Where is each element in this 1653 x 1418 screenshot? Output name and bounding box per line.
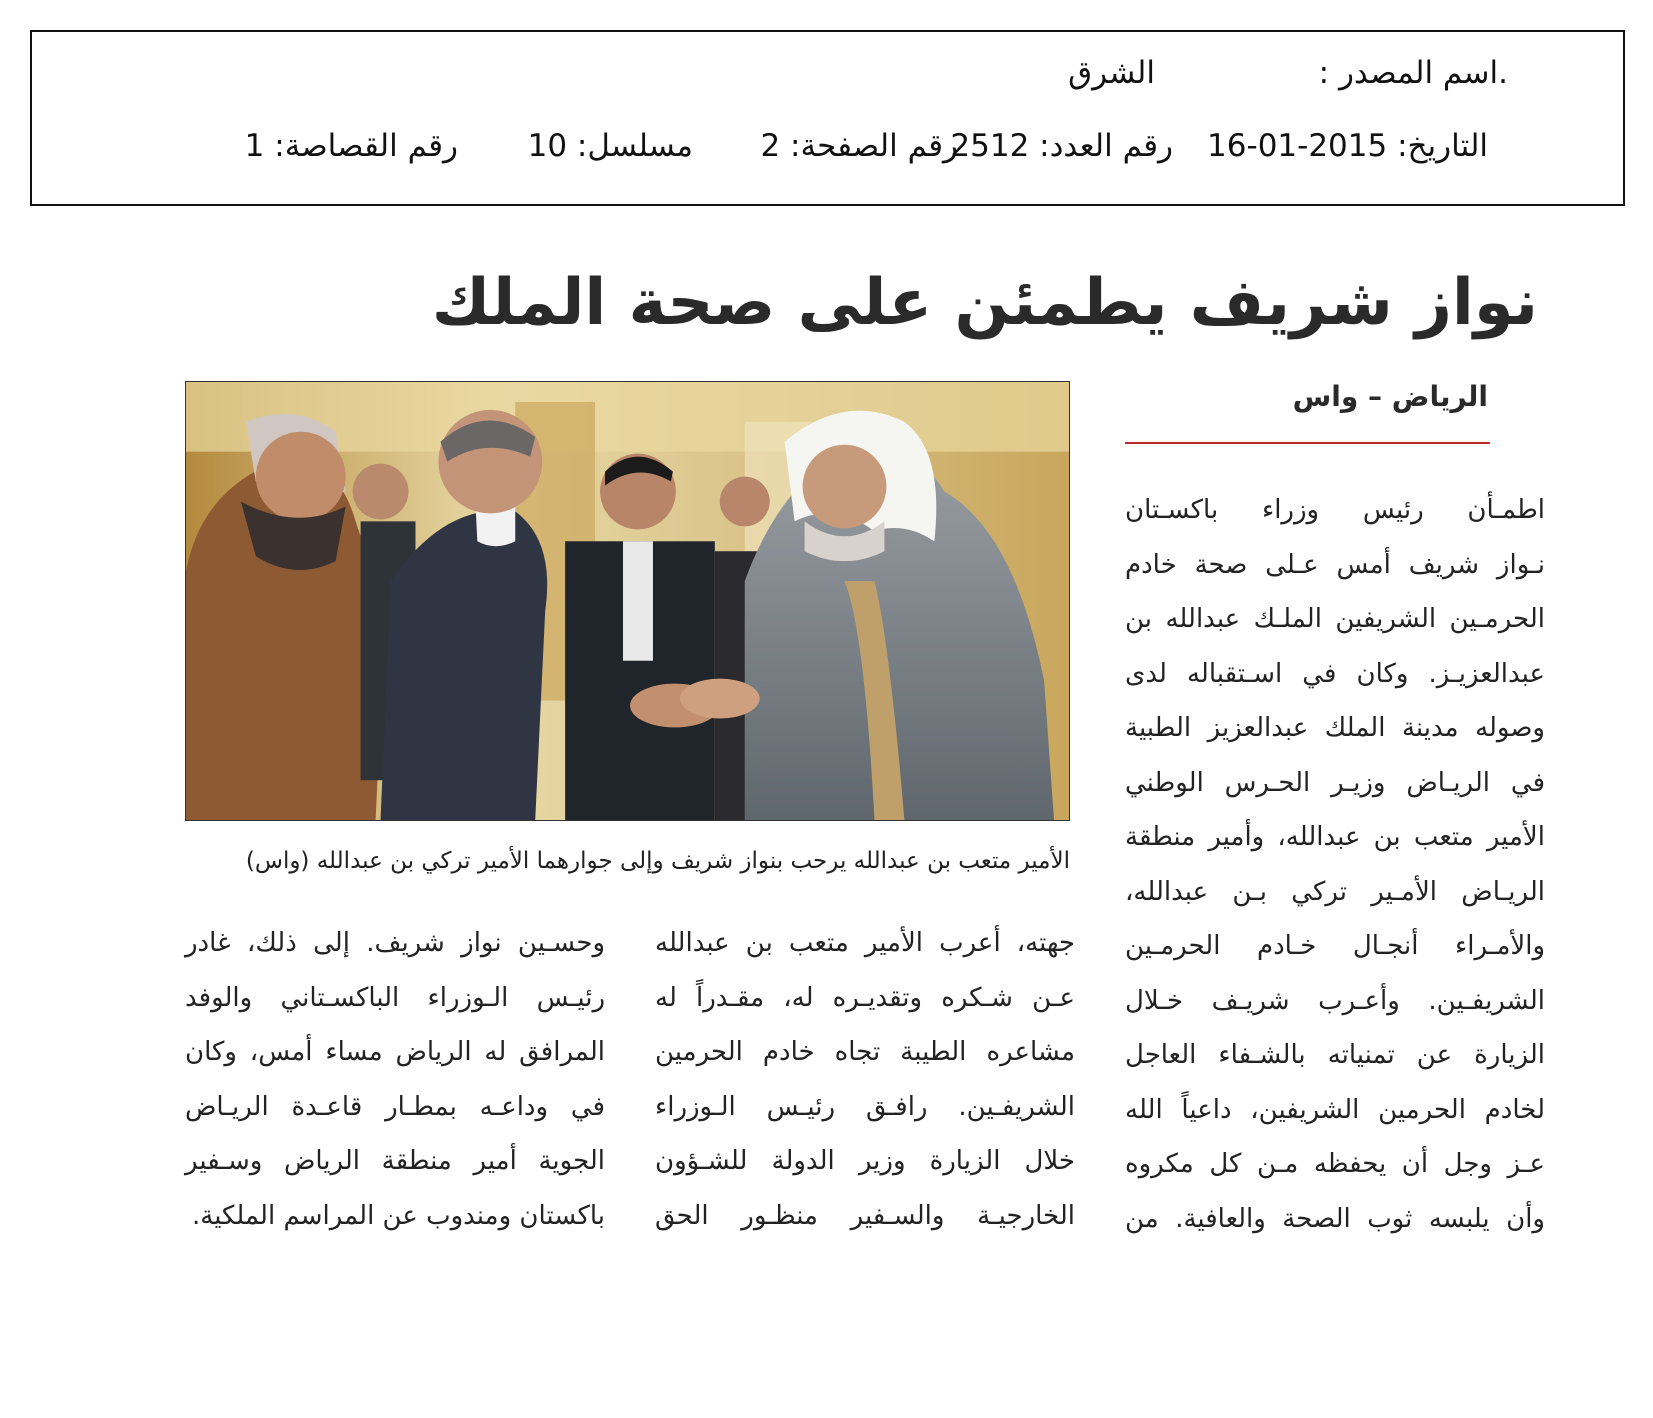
article-column-1 [1125,483,1545,1246]
article-photo [185,381,1070,821]
column-line: والأمـراء أنجـال خـادم الحرمـين [1125,931,1545,961]
column-line: وحسـين نواز شريف. إلى ذلك، غادر [185,928,605,958]
date-field: التاريخ: 2015-01-16 [1207,128,1488,164]
column-line: عبدالعزيـز. وكان في اسـتقباله لدى [1125,658,1545,689]
source-value: الشرق [1068,55,1155,91]
column-line: الشريفـين. رافـق رئيـس الـوزراء [655,1091,1075,1122]
issue-number-field: رقم العدد: 2512 [950,128,1173,164]
article-column-3 [185,916,605,1243]
column-line: لخادم الحرمين الشريفين، داعياً الله [1125,1094,1545,1125]
column-line: في وداعـه بمطـار قاعـدة الريـاض [185,1091,605,1122]
article-headline: نواز شريف يطمئن على صحة الملك [431,266,1538,340]
source-label: .اسم المصدر : [1318,55,1508,91]
article-column-2 [655,916,1075,1243]
column-line: الزيارة عن تمنياته بالشـفاء العاجل [1125,1040,1545,1070]
page-number-field: رقم الصفحة: 2 [760,128,958,164]
photo-caption: الأمير متعب بن عبدالله يرحب بنواز شريف وإلى جوارهما الأمير تركي بن عبدالله (واس) [245,848,1070,874]
column-line: الريـاض الأمـير تركي بـن عبدالله، [1125,876,1545,907]
dateline-rule [1125,442,1490,444]
column-line: جهته، أعرب الأمير متعب بن عبدالله [655,928,1075,958]
serial-field: مسلسل: 10 [527,128,693,164]
clip-number-field: رقم القصاصة: 1 [244,128,458,164]
column-line: باكستان ومندوب عن المراسم الملكية. [192,1200,605,1231]
column-line: عـن شـكره وتقديـره له، مقـدراً له [655,982,1075,1013]
column-line: الأمير متعب بن عبدالله، وأمير منطقة [1125,822,1545,852]
column-line: عـز وجل أن يحفظه مـن كل مكروه [1125,1149,1545,1179]
column-line: الجوية أمير منطقة الرياض وسـفير [185,1146,605,1176]
article-dateline: الرياض – واس [1292,380,1488,413]
column-line: مشاعره الطيبة تجاه خادم الحرمين [655,1037,1075,1067]
column-line: خلال الزيارة وزير الدولة للشـؤون [655,1146,1075,1176]
column-line: المرافق له الرياض مساء أمس، وكان [185,1037,605,1067]
column-line: اطمـأن رئيس وزراء باكسـتان [1125,495,1545,525]
column-line: الخارجيـة والسـفير منظـور الحق [655,1200,1075,1231]
column-line: في الريـاض وزيـر الحـرس الوطني [1125,767,1545,798]
column-line: نـواز شريف أمس عـلى صحة خادم [1125,549,1545,580]
column-line: رئيـس الـوزراء الباكسـتاني والوفد [185,982,605,1013]
photo-illustration [186,382,1069,820]
column-line: وصوله مدينة الملك عبدالعزيز الطبية [1125,713,1545,743]
column-line: وأن يلبسه ثوب الصحة والعافية. من [1125,1203,1545,1234]
column-line: الشريفـين. وأعـرب شريـف خـلال [1125,985,1545,1016]
column-line: الحرمـين الشريفين الملـك عبدالله بن [1125,604,1545,634]
